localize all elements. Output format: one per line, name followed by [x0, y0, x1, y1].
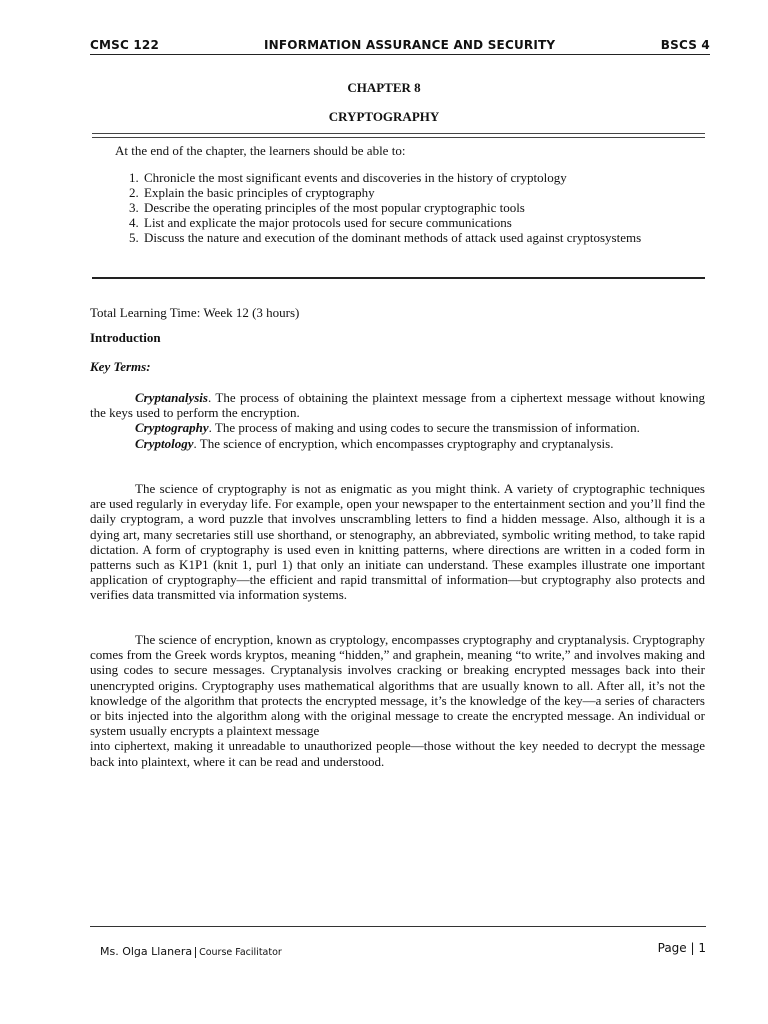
page-number: Page | 1: [657, 941, 706, 955]
key-term-entry: [90, 436, 705, 451]
paragraph-text: The science of cryptography is not as enigmatic as you might think. A variety of cryptographic techniques are used regularly in everyday life. For example, open your newspaper to the entertainment section and you’ll find the daily cryptogram, a word puzzle that involves unscrambling letters to find a hidden message. Also, although it is a dying art, many secretaries still use shorthand, or stenography, an abbreviated, symbolic writing method, to take rapid dictation. A form of cryptography is used even in knitting patterns, where directions are written in a coded form in patterns such as K1P1 (knit 1, purl 1) that only an initiate can understand. These examples illustrate one important application of cryptography—the efficient and rapid transmittal of information—but cryptography also protects and verifies data transmitted via information systems.: [90, 481, 705, 603]
objective-item: 5. Discuss the nature and execution of the dominant methods of attack used against cryptosystems: [142, 230, 662, 245]
objectives-top-rule: [92, 133, 705, 134]
facilitator-name: Ms. Olga Llanera: [100, 945, 193, 958]
introduction-heading: Introduction: [90, 330, 161, 345]
objectives-intro: At the end of the chapter, the learners should be able to:: [115, 143, 406, 158]
chapter-number: CHAPTER 8: [347, 80, 421, 95]
learning-objectives-box: [92, 133, 705, 279]
key-term-definition: . The process of obtaining the plaintext message from a ciphertext message without knowing the keys used to perform the encryption.: [90, 390, 705, 421]
key-term: Cryptology: [135, 435, 194, 451]
paragraph-part: into ciphertext, making it unreadable to unauthorized people—those without the key needed to decrypt the message back into plaintext, where it can be read and understood.: [90, 738, 705, 769]
objective-item: 4. List and explicate the major protocols used for secure communications: [142, 215, 662, 230]
objectives-top-rule-inner: [92, 137, 705, 138]
footer-facilitator: [100, 945, 282, 958]
body-paragraph: [90, 632, 705, 769]
chapter-title: CRYPTOGRAPHY: [328, 109, 440, 124]
course-code: CMSC 122: [90, 38, 160, 52]
objective-item: 3. Describe the operating principles of the most popular cryptographic tools: [142, 200, 662, 215]
program: BSCS 4: [660, 38, 710, 52]
total-learning-time: Total Learning Time: Week 12 (3 hours): [90, 305, 300, 320]
key-term-definition: . The science of encryption, which encompasses cryptography and cryptanalysis.: [193, 435, 614, 451]
page-header: [90, 38, 710, 54]
body-paragraph: [90, 481, 705, 603]
page-label: Page: [657, 941, 687, 955]
key-terms-list: [90, 390, 705, 451]
objectives-list: [114, 170, 662, 245]
objectives-bottom-rule: [92, 277, 705, 279]
footer-divider: [90, 926, 706, 927]
header-divider: [90, 54, 710, 55]
course-title: INFORMATION ASSURANCE AND SECURITY: [264, 38, 556, 52]
objective-item: 2. Explain the basic principles of cryptography: [142, 185, 662, 200]
key-term-entry: [90, 420, 705, 435]
page-number-value: 1: [698, 941, 706, 955]
paragraph-text: The science of encryption, known as cryptology, encompasses cryptography and cryptanalysis. Cryptography comes from the Greek words kryptos, meaning “hidden,” and graphein, meaning “to write,” and involves making and using codes to secure messages. Cryptanalysis involves cracking or breaking encrypted messages back into their unencrypted origins. Cryptography uses mathematical algorithms that are usually known to all. After all, it’s not the knowledge of the algorithm that protects the encrypted message, it’s the knowledge of the key—a series of characters or bits injected into the algorithm along with the original message to create the encrypted message. An individual or system usually encrypts a plaintext message: [90, 632, 705, 739]
objective-item: 1. Chronicle the most significant events and discoveries in the history of cryptology: [142, 170, 662, 185]
key-term-definition: . The process of making and using codes to secure the transmission of information.: [208, 420, 640, 436]
key-term: Cryptography: [135, 420, 209, 436]
facilitator-role: Course Facilitator: [195, 947, 282, 958]
key-term-entry: [90, 390, 705, 420]
paragraph-part: [90, 632, 705, 738]
key-terms-heading: Key Terms:: [90, 359, 151, 374]
key-term: Cryptanalysis: [135, 390, 208, 405]
